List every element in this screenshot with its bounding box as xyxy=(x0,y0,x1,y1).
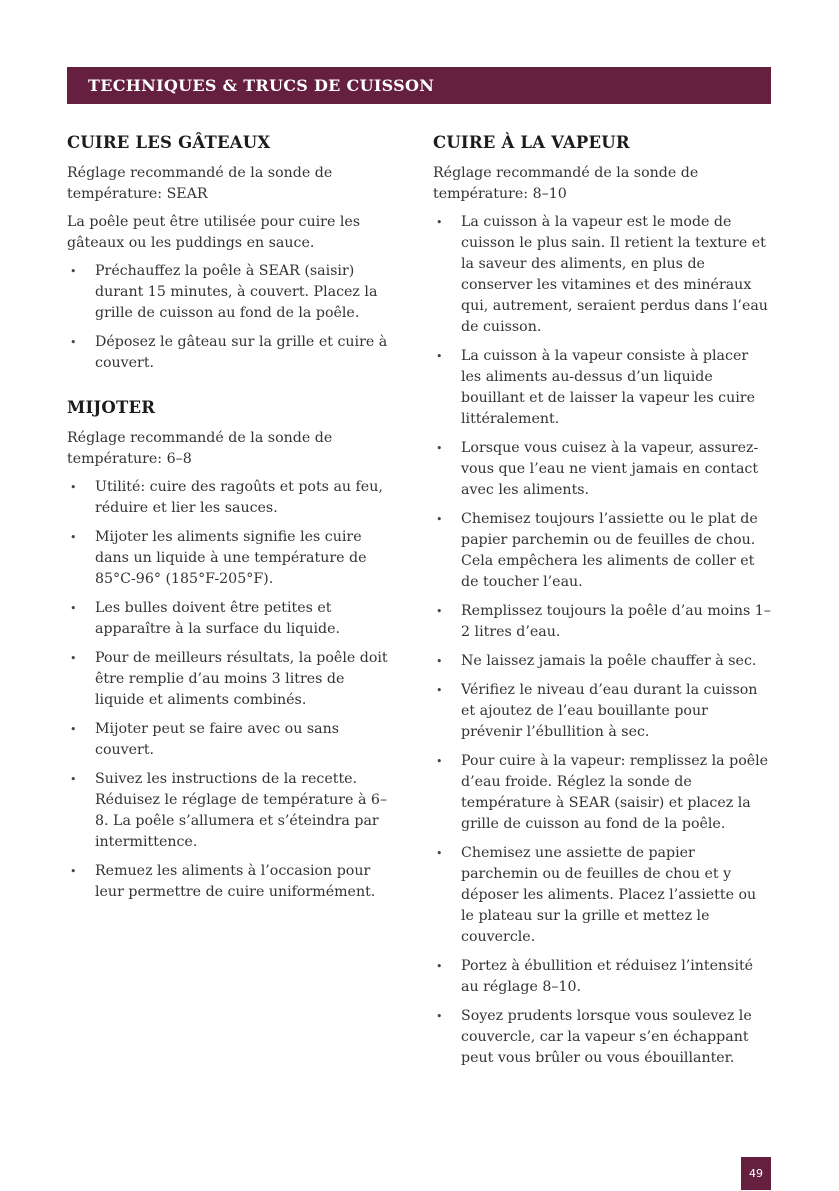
page-number-badge xyxy=(741,1157,771,1190)
list-item: • Pour cuire à la vapeur: remplissez la poêle d’eau froide. Réglez la sonde de température à SEAR (saisir) et placez la grille de cuisson au fond de la poêle. xyxy=(433,751,771,835)
section-title-cakes: CUIRE LES GÂTEAUX xyxy=(67,133,271,152)
list-item: • Pour de meilleurs résultats, la poêle doit être remplie d’au moins 3 litres de liquide et aliments combinés. xyxy=(67,648,392,711)
list-item: • Suivez les instructions de la recette. Réduisez le réglage de température à 6–8. La poêle s’allumera et s’éteindra par intermittence. xyxy=(67,769,392,853)
list-item: • Chemisez une assiette de papier parchemin ou de feuilles de chou et y déposer les aliments. Placez l’assiette ou le plateau sur la grille et mettez le couvercle. xyxy=(433,843,771,948)
cakes-intro: La poêle peut être utilisée pour cuire les gâteaux ou les puddings en sauce. xyxy=(67,214,361,251)
list-item: • Déposez le gâteau sur la grille et cuire à couvert. xyxy=(67,332,392,374)
page-number: 49 xyxy=(749,1167,763,1180)
list-item: • Lorsque vous cuisez à la vapeur, assurez-vous que l’eau ne vient jamais en contact avec les aliments. xyxy=(433,438,771,501)
cakes-setting: Réglage recommandé de la sonde de température: SEAR xyxy=(67,165,333,202)
list-item: • Remuez les aliments à l’occasion pour leur permettre de cuire uniformément. xyxy=(67,861,392,903)
list-item: • Soyez prudents lorsque vous soulevez le couvercle, car la vapeur s’en échappant peut vous brûler ou vous ébouillanter. xyxy=(433,1006,771,1069)
steam-setting: Réglage recommandé de la sonde de température: 8–10 xyxy=(433,165,699,202)
section-header-bar xyxy=(67,67,771,104)
section-title-simmer: MIJOTER xyxy=(67,398,156,417)
list-item: • Portez à ébullition et réduisez l’intensité au réglage 8–10. xyxy=(433,956,771,998)
list-item: • La cuisson à la vapeur consiste à placer les aliments au-dessus d’un liquide bouillant et de laisser la vapeur les cuire littéralement. xyxy=(433,346,771,430)
section-steam xyxy=(433,133,771,1069)
cakes-list xyxy=(67,261,392,374)
section-cakes xyxy=(67,133,392,374)
list-item: • Remplissez toujours la poêle d’au moins 1–2 litres d’eau. xyxy=(433,601,771,643)
list-item: • Chemisez toujours l’assiette ou le plat de papier parchemin ou de feuilles de chou. Cela empêchera les aliments de coller et de toucher l’eau. xyxy=(433,509,771,593)
list-item: • Mijoter les aliments signifie les cuire dans un liquide à une température de 85°C-96° (185°F-205°F). xyxy=(67,527,392,590)
list-item: • Préchauffez la poêle à SEAR (saisir) durant 15 minutes, à couvert. Placez la grille de cuisson au fond de la poêle. xyxy=(67,261,392,324)
list-item: • Les bulles doivent être petites et apparaître à la surface du liquide. xyxy=(67,598,392,640)
list-item: • Ne laissez jamais la poêle chauffer à sec. xyxy=(433,651,771,672)
section-simmer xyxy=(67,398,392,903)
list-item: • La cuisson à la vapeur est le mode de cuisson le plus sain. Il retient la texture et la saveur des aliments, en plus de conserver les vitamines et des minéraux qui, autrement, seraient perdus dans l’eau de cuisson. xyxy=(433,212,771,338)
left-column xyxy=(67,133,392,911)
steam-list xyxy=(433,212,771,1069)
list-item: • Vérifiez le niveau d’eau durant la cuisson et ajoutez de l’eau bouillante pour prévenir l’ébullition à sec. xyxy=(433,680,771,743)
section-title-steam: CUIRE À LA VAPEUR xyxy=(433,133,630,152)
simmer-list xyxy=(67,477,392,903)
simmer-setting: Réglage recommandé de la sonde de température: 6–8 xyxy=(67,430,333,467)
right-column xyxy=(433,133,771,1077)
list-item: • Mijoter peut se faire avec ou sans couvert. xyxy=(67,719,392,761)
list-item: • Utilité: cuire des ragoûts et pots au feu, réduire et lier les sauces. xyxy=(67,477,392,519)
section-header-title: TECHNIQUES & TRUCS DE CUISSON xyxy=(88,76,435,95)
